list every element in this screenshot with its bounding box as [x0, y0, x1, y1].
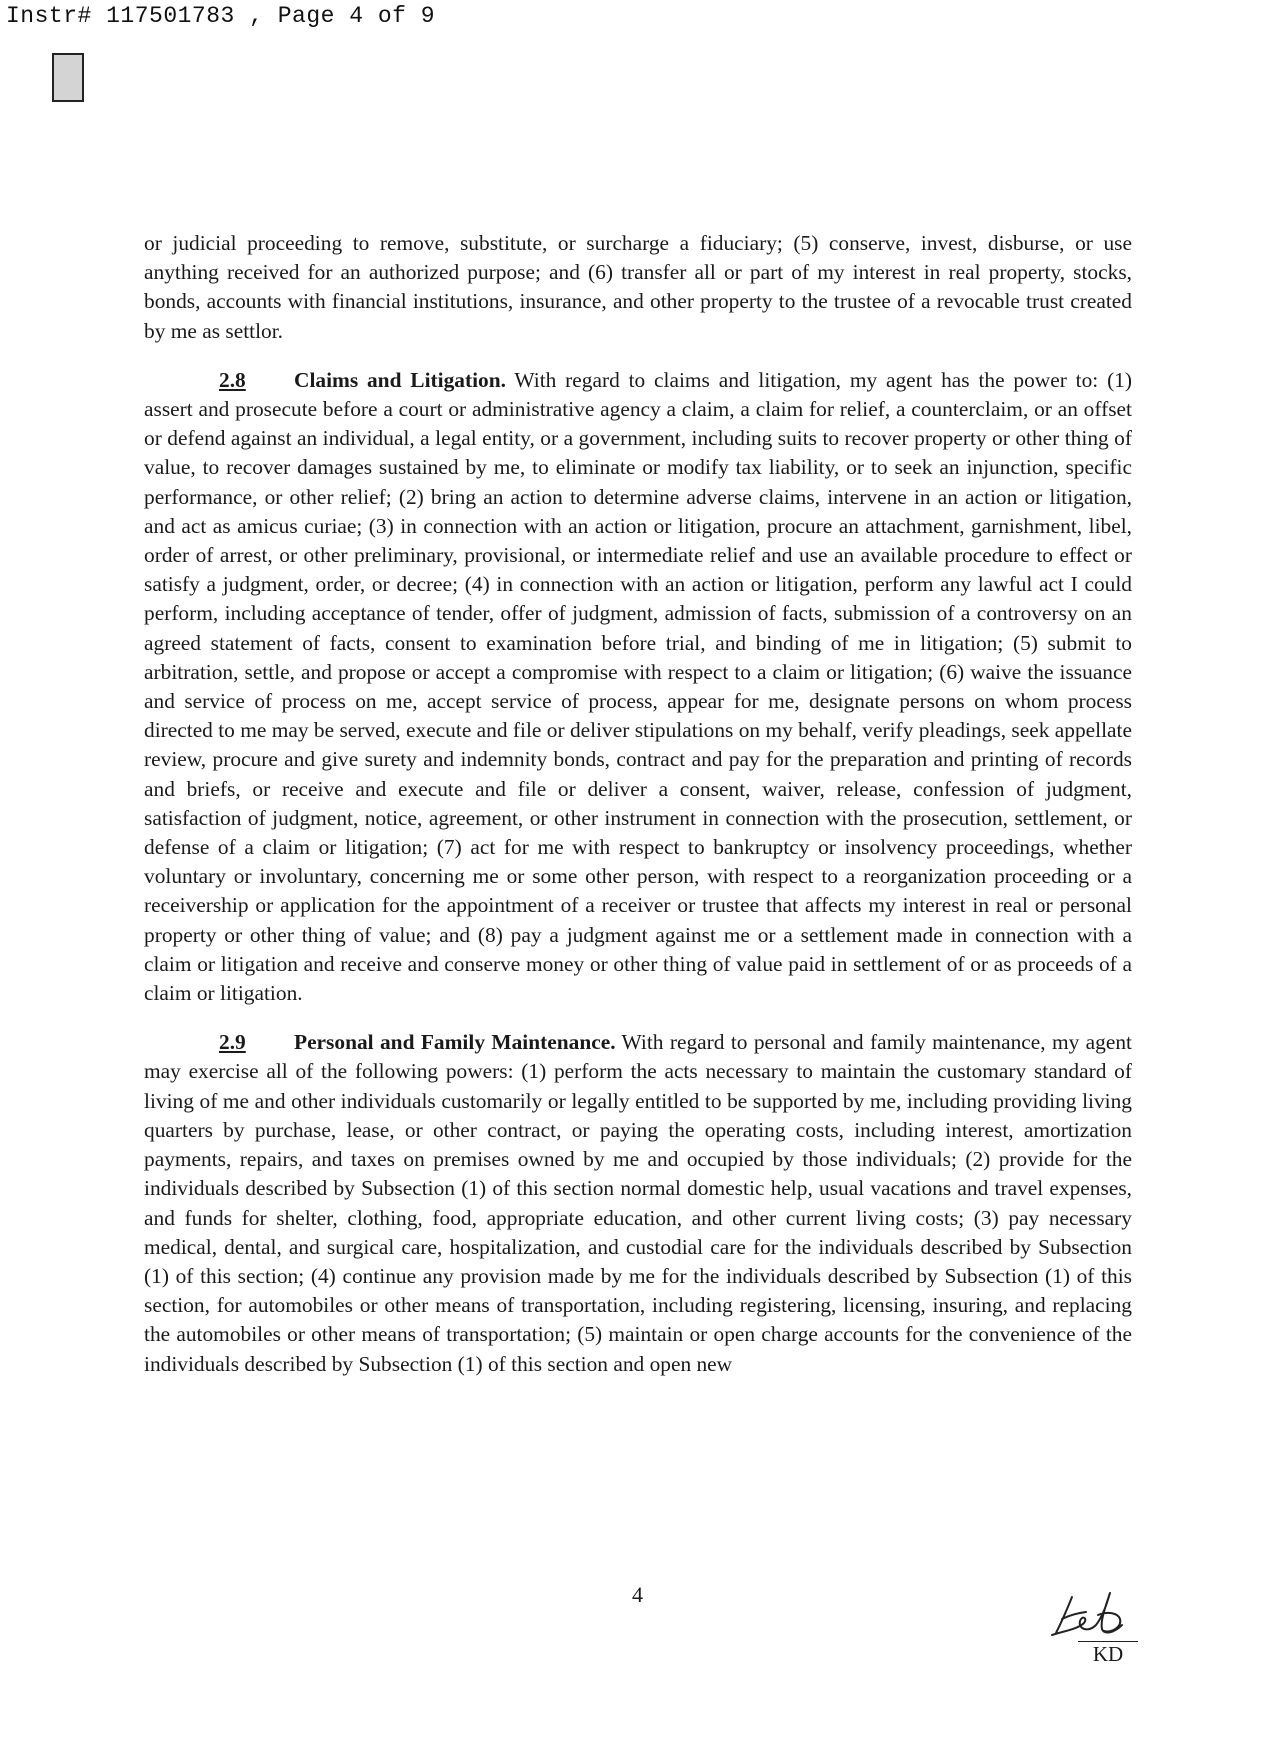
instrument-stamp: Instr# 117501783 , Page 4 of 9 — [6, 3, 436, 29]
section-title: Claims and Litigation. — [294, 367, 506, 392]
section-2-8 — [144, 366, 1132, 1008]
paragraph-continued: or judicial proceeding to remove, substitute, or surcharge a fiduciary; (5) conserve, invest, disburse, or use anything received for an authorized purpose; and (6) transfer all or part of my interest in real property, stocks, bonds, accounts with financial institutions, insurance, and other property to the trustee of a revocable trust created by me as settlor. — [144, 231, 1132, 343]
page-number: 4 — [632, 1582, 643, 1607]
document-body — [144, 229, 1132, 1399]
section-text: With regard to claims and litigation, my agent has the power to: (1) assert and prosecute before a court or administrative agency a claim, a claim for relief, a counterclaim, or an offset or defend against an individual, a legal entity, or a government, including suits to recover property or other thing of value, to recover damages sustained by me, to eliminate or modify tax liability, or to seek an injunction, specific performance, or other relief; (2) bring an action to determine adverse claims, intervene in an action or litigation, and act as amicus curiae; (3) in connection with an action or litigation, procure an attachment, garnishment, libel, order of arrest, or other preliminary, provisional, or intermediate relief and use an available procedure to effect or satisfy a judgment, order, or decree; (4) in connection with an action or litigation, perform any lawful act I could perform, including acceptance of tender, offer of judgment, admission of facts, submission of a controversy on an agreed statement of facts, consent to examination before trial, and binding of me in litigation; (5) submit to arbitration, settle, and propose or accept a compromise with respect to a claim or litigation; (6) waive the issuance and service of process on me, accept service of process, appear for me, designate persons on whom process directed to me may be served, execute and file or deliver stipulations on my behalf, verify pleadings, seek appellate review, procure and give surety and indemnity bonds, contract and pay for the preparation and printing of records and briefs, or receive and execute and file or deliver a consent, waiver, release, confession of judgment, satisfaction of judgment, notice, agreement, or other instrument in connection with the prosecution, settlement, or defense of a claim or litigation; (7) act for me with respect to bankruptcy or insolvency proceedings, whether voluntary or involuntary, concerning me or some other person, with respect to a reorganization proceeding or a receivership or application for the appointment of a receiver or trustee that affects my interest in real or personal property or other thing of value; and (8) pay a judgment against me or a settlement made in connection with a claim or litigation and receive and conserve money or other thing of value paid in settlement of or as proceeds of a claim or litigation. — [144, 367, 1133, 1006]
section-text: With regard to personal and family maintenance, my agent may exercise all of the following powers: (1) perform the acts necessary to maintain the customary standard of living of me and other individuals customarily or legally entitled to be supported by me, including providing living quarters by purchase, lease, or other contract, or paying the operating costs, including interest, amortization payments, repairs, and taxes on premises owned by me and occupied by those individuals; (2) provide for the individuals described by Subsection (1) of this section normal domestic help, usual vacations and travel expenses, and funds for shelter, clothing, food, appropriate education, and other current living costs; (3) pay necessary medical, dental, and surgical care, hospitalization, and custodial care for the individuals described by Subsection (1) of this section; (4) continue any provision made by me for the individuals described by Subsection (1) of this section, for automobiles or other means of transportation, including registering, licensing, insuring, and replacing the automobiles or other means of transportation; (5) maintain or open charge accounts for the convenience of the individuals described by Subsection (1) of this section and open new — [144, 1030, 1132, 1376]
signature-icon — [1038, 1585, 1138, 1645]
recording-box-icon — [52, 53, 84, 102]
section-number: 2.8 — [219, 367, 246, 392]
section-number: 2.9 — [219, 1030, 246, 1055]
section-title: Personal and Family Maintenance. — [294, 1030, 616, 1055]
section-2-9 — [144, 1028, 1132, 1378]
initials-label: KD — [1092, 1642, 1124, 1666]
